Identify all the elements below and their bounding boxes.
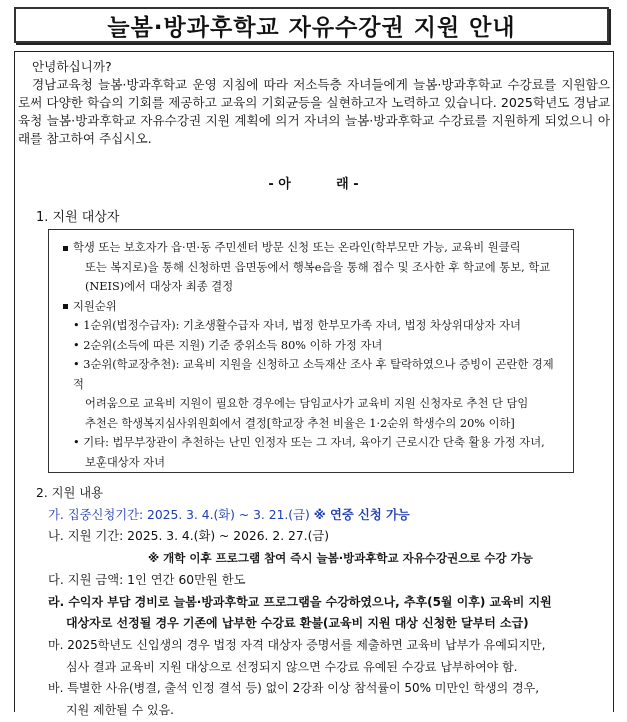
box-bullet: • 3순위(학교장추천): 교육비 지원을 신청하고 소득재산 조사 후 탈락하였으나 증빙이 곤란한 경제적 — [73, 358, 554, 391]
item-da: 다. 지원 금액: 1인 연간 60만원 한도 — [48, 572, 246, 587]
box-text: (NEIS)에서 대상자 최종 결정 — [85, 280, 234, 293]
item-ra: 라. 수익자 부담 경비로 늘봄·방과후학교 프로그램을 수강하였으나, 추후(5월 이후) 교육비 지원 — [48, 594, 552, 609]
square-bullet-icon — [63, 304, 68, 309]
item-ba-cont: 지원 제한될 수 있음. — [66, 703, 174, 718]
item-ga — [36, 505, 616, 527]
apply-period: 가. 집중신청기간: 2025. 3. 4.(화) ~ 3. 21.(금) — [48, 507, 310, 522]
item-na: 나. 지원 기간: 2025. 3. 4.(화) ~ 2026. 2. 27.(금) — [48, 529, 330, 544]
box-text: 지원순위 — [73, 299, 117, 313]
box-text: 어려움으로 교육비 지원이 필요한 경우에는 담임교사가 교육비 지원 신청자로 추천 단 담임 — [85, 397, 529, 410]
ahrae-divider: - 아 래 - — [268, 177, 359, 192]
square-bullet-icon — [63, 246, 68, 251]
eligibility-box — [48, 229, 574, 473]
item-ra-cont: 대상자로 선정될 경우 기존에 납부한 수강료 환불(교육비 지원 대상 신청한 달부터 소급) — [66, 616, 529, 631]
section1-heading: 1. 지원 대상자 — [36, 210, 120, 225]
item-ma-cont: 심사 결과 교육비 지원 대상으로 선정되지 않으면 수강료 유예된 수강료 납부하여야 함. — [66, 659, 518, 674]
item-na-note: ※ 개학 이후 프로그램 참여 즉시 늘봄·방과후학교 자유수강권으로 수강 가능 — [148, 551, 533, 566]
item-ba: 바. 특별한 사유(병결, 출석 인정 결석 등) 없이 2강좌 이상 참석률이 50% 미만인 학생의 경우, — [48, 681, 540, 696]
apply-note: ※ 연중 신청 가능 — [313, 507, 410, 522]
box-text: 또는 복지로)을 통해 신청하면 읍면동에서 행복e음을 통해 접수 및 조사한 후 학교에 통보, 학교 — [85, 260, 551, 274]
box-text: 추천은 학생복지심사위원회에서 결정[학교장 추천 비율은 1·2순위 학생수의 20% 이하] — [85, 416, 515, 430]
intro-paragraph: 경남교육청 늘봄·방과후학교 운영 지침에 따라 저소득층 자녀들에게 늘봄·방과후학교 수강료를 지원함으로써 다양한 학습의 기회를 제공하고 교육의 기회균등을 실현하고자 노력하고 있습니다. 2025학년도 경남교육청 늘봄·방과후학교 자유수강권 지원 계획에 의거 자녀의 늘봄·방과후학교 수강료를 지원하게 되었으니 아래를 참고하여 주십시오. — [18, 77, 610, 146]
intro — [18, 58, 610, 148]
section2-heading: 2. 지원 내용 — [36, 486, 104, 500]
greeting: 안녕하십니까? — [32, 59, 112, 74]
box-text: 보훈대상자 자녀 — [85, 455, 165, 469]
box-item — [63, 297, 563, 317]
section2 — [36, 483, 616, 722]
box-bullet: • 1순위(법정수급자): 기초생활수급자 자녀, 법정 한부모가족 자녀, 법정 차상위대상자 자녀 — [73, 319, 521, 332]
box-text: 학생 또는 보호자가 읍·면·동 주민센터 방문 신청 또는 온라인(학부모만 가능, 교육비 원클릭 — [73, 241, 521, 254]
item-ma: 마. 2025학년도 신입생의 경우 법정 자격 대상자 증명서를 제출하면 교육비 납부가 유예되지만, — [48, 637, 546, 652]
page-title: 늘봄·방과후학교 자유수강권 지원 안내 — [14, 7, 609, 43]
box-bullet: • 기타: 법무부장관이 추천하는 난민 인정자 또는 그 자녀, 육아기 근로시간 단축 활용 가정 자녀, — [73, 436, 545, 449]
box-bullet: • 2순위(소득에 따른 지원) 기준 중위소득 80% 이하 가정 자녀 — [73, 338, 383, 352]
box-item — [63, 238, 563, 258]
